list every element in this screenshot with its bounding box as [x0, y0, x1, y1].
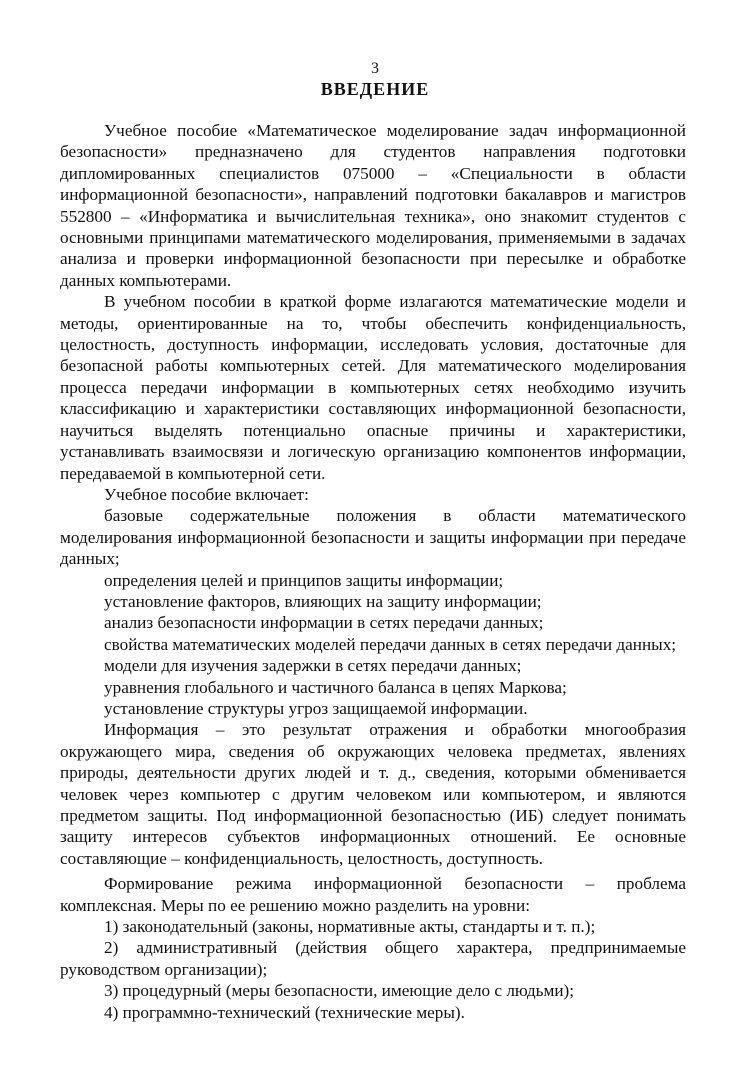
document-body	[60, 120, 686, 1023]
list-item: 1) законодательный (законы, нормативные акты, стандарты и т. п.);	[104, 917, 596, 937]
paragraph-intro: Учебное пособие «Математическое моделирование задач информационной безопасности» предназначено для студентов направления подготовки дипломированных специалистов 075000 – «Специальности в области информационной безопасности», направлений подготовки бакалавров и магистров 552800 – «Информатика и вычислительная техника», оно знакомит студентов с основными принципами математического моделирования, применяемыми в задачах анализа и проверки информационной безопасности при пересылке и обработке данных компьютерами.	[60, 121, 686, 290]
page-title: ВВЕДЕНИЕ	[320, 79, 430, 99]
paragraph-information-definition: Информация – это результат отражения и обработки многообразия окружающего мира, сведения об окружающих человека предметах, явлениях природы, деятельности других людей и т. д., сведения, которыми обменивается человек через компьютер с другим человеком или компьютером, и являются предметом защиты. Под информационной безопасностью (ИБ) следует понимать защиту интересов субъектов информационных отношений. Ее основные составляющие – конфиденциальность, целостность, доступность.	[60, 720, 686, 868]
list-item: установление факторов, влияющих на защиту информации;	[104, 591, 542, 611]
list-item: модели для изучения задержки в сетях передачи данных;	[104, 656, 522, 676]
list-item: уравнения глобального и частичного баланса в цепях Маркова;	[104, 677, 567, 697]
list-item: 2) административный (действия общего характера, предпринимаемые руководством организации);	[60, 938, 686, 979]
list-item: определения целей и принципов защиты информации;	[104, 570, 504, 590]
list-item: свойства математических моделей передачи данных в сетях передачи данных;	[104, 634, 677, 654]
list-item: установление структуры угроз защищаемой информации.	[104, 698, 528, 718]
list-item: базовые содержательные положения в области математического моделирования информационной безопасности и защиты информации при передаче данных;	[60, 506, 686, 569]
list-item: 3) процедурный (меры безопасности, имеющие дело с людьми);	[104, 981, 575, 1001]
page-number: 3	[371, 60, 379, 77]
paragraph-includes: Учебное пособие включает:	[104, 484, 309, 504]
paragraph-methods: В учебном пособии в краткой форме излагаются математические модели и методы, ориентированные на то, чтобы обеспечить конфиденциальность, целостность, доступность информации, исследовать условия, достаточные для безопасной работы компьютерных сетей. Для математического моделирования процесса передачи информации в компьютерных сетях необходимо изучить классификацию и характеристики составляющих информационной безопасности, научиться выделять потенциально опасные причины и характеристики, устанавливать взаимосвязи и логическую организацию компонентов информации, передаваемой в компьютерной сети.	[60, 292, 686, 483]
list-item: 4) программно-технический (технические меры).	[104, 1002, 465, 1022]
paragraph-security-regime: Формирование режима информационной безопасности – проблема комплексная. Меры по ее решению можно разделить на уровни:	[60, 874, 686, 915]
list-item: анализ безопасности информации в сетях передачи данных;	[104, 613, 544, 633]
